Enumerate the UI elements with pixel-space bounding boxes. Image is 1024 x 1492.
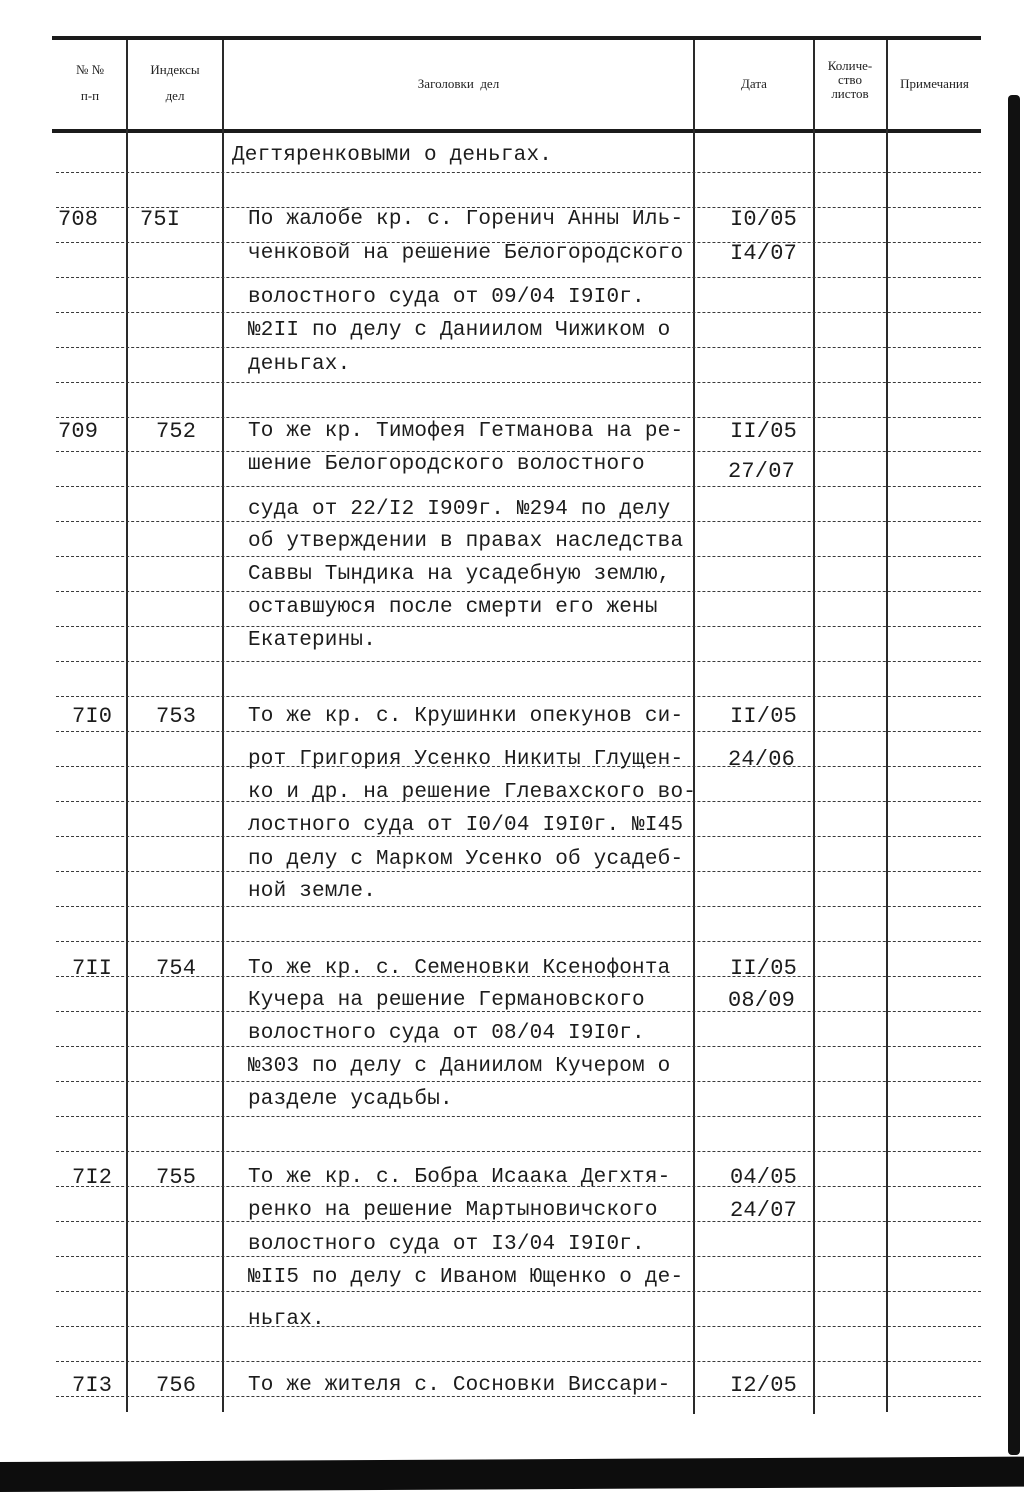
ruled-line (56, 906, 981, 907)
entry-date: 08/09 (728, 988, 796, 1013)
header-number (56, 62, 124, 104)
ruled-line (56, 417, 981, 418)
entry-date: II/05 (730, 704, 798, 729)
entry-index: 75I (140, 207, 181, 232)
entry-title-line: То же кр. с. Семеновки Ксенофонта (248, 957, 671, 980)
header-sheets-line2: ство (837, 72, 862, 87)
entry-title-line: об утверждении в правах наследства (248, 530, 684, 553)
entry-title-line: Кучера на решение Германовского (248, 989, 645, 1012)
entry-date: II/05 (730, 956, 798, 981)
column-divider (693, 40, 695, 1414)
entry-title-line: ченковой на решение Белогородского (248, 242, 684, 265)
entry-title-line: Саввы Тындика на усадебную землю, (248, 563, 671, 586)
entry-title-line: ренко на решение Мартыновичского (248, 1199, 658, 1222)
entry-date: 24/07 (730, 1198, 798, 1223)
entry-title-line: рот Григория Усенко Никиты Глущен- (248, 748, 684, 771)
entry-date: I2/05 (730, 1373, 798, 1398)
entry-index: 754 (156, 956, 197, 981)
column-divider (222, 40, 224, 1412)
entry-title-line: №303 по делу с Даниилом Кучером о (248, 1055, 671, 1078)
entry-date: 24/06 (728, 747, 796, 772)
ruled-line (56, 1116, 981, 1117)
entry-date: 27/07 (728, 459, 796, 484)
ruled-line (56, 1081, 981, 1082)
entry-title-line: суда от 22/I2 I909г. №294 по делу (248, 498, 671, 521)
ruled-line (56, 556, 981, 557)
entry-index: 752 (156, 419, 197, 444)
ruled-line (56, 1361, 981, 1362)
entry-title-line: шение Белогородского волостного (248, 453, 645, 476)
header-index-line2: дел (165, 88, 185, 103)
header-sheets (814, 59, 886, 101)
entry-title-line: волостного суда от 09/04 I9I0г. (248, 286, 645, 309)
entry-number: 709 (58, 419, 99, 444)
ruled-line (56, 347, 981, 348)
column-divider (126, 40, 128, 1412)
ruled-line (56, 696, 981, 697)
ruled-line (56, 626, 981, 627)
entry-number: 7I0 (72, 704, 113, 729)
continuation-text: Дегтяренковыми о деньгах. (232, 144, 553, 167)
entry-number: 708 (58, 207, 99, 232)
entry-date: 04/05 (730, 1165, 798, 1190)
ruled-line (56, 1151, 981, 1152)
header-bottom-rule (52, 129, 981, 133)
header-number-line1: № № (75, 62, 105, 77)
entry-title-line: То же жителя с. Сосновки Виссари- (248, 1374, 671, 1397)
header-number-line2: п-п (80, 88, 100, 103)
ruled-line (56, 1291, 981, 1292)
header-index (128, 62, 222, 104)
entry-title-line: ньгах. (248, 1308, 325, 1331)
entry-date: I0/05 (730, 207, 798, 232)
header-index-line1: Индексы (150, 62, 200, 77)
ruled-line (56, 1326, 981, 1327)
header-notes: Примечания (900, 76, 969, 91)
ruled-line (56, 312, 981, 313)
column-divider (886, 40, 888, 1412)
entry-title-line: №2II по делу с Даниилом Чижиком о (248, 319, 671, 342)
ruled-line (56, 591, 981, 592)
ruled-line (56, 1046, 981, 1047)
column-divider (813, 40, 815, 1414)
entry-title-line: разделе усадьбы. (248, 1088, 453, 1111)
entry-index: 756 (156, 1373, 197, 1398)
ruled-line (56, 451, 981, 452)
entry-title-line: по делу с Марком Усенко об усадеб- (248, 848, 684, 871)
entry-title-line: То же кр. с. Крушинки опекунов си- (248, 705, 684, 728)
entry-index: 755 (156, 1165, 197, 1190)
entry-title-line: ной земле. (248, 880, 377, 903)
entry-title-line: То же кр. Тимофея Гетманова на ре- (248, 420, 684, 443)
ruled-line (56, 731, 981, 732)
ruled-line (56, 277, 981, 278)
ruled-line (56, 486, 981, 487)
entry-number: 7I2 (72, 1165, 113, 1190)
entry-title-line: Екатерины. (248, 629, 377, 652)
entry-number: 7I3 (72, 1373, 113, 1398)
entry-index: 753 (156, 704, 197, 729)
entry-title-line: ко и др. на решение Глевахского во- (248, 781, 697, 804)
ruled-line (56, 382, 981, 383)
ruled-line (56, 661, 981, 662)
entry-title-line: волостного суда от 08/04 I9I0г. (248, 1022, 645, 1045)
header-title: Заголовки дел (417, 76, 500, 91)
entry-title-line: лостного суда от I0/04 I9I0г. №I45 (248, 814, 684, 837)
header-sheets-line3: листов (831, 86, 869, 101)
scan-edge-shadow (1008, 95, 1020, 1455)
entry-number: 7II (72, 956, 113, 981)
entry-title-line: деньгах. (248, 353, 351, 376)
header-top-rule (52, 36, 981, 40)
entry-date: II/05 (730, 419, 798, 444)
scan-bottom-shadow (0, 1457, 1024, 1492)
entry-date: I4/07 (730, 241, 798, 266)
entry-title-line: волостного суда от I3/04 I9I0г. (248, 1233, 645, 1256)
entry-title-line: оставшуюся после смерти его жены (248, 596, 658, 619)
header-date: Дата (741, 76, 767, 91)
entry-title-line: То же кр. с. Бобра Исаака Дегхтя- (248, 1166, 671, 1189)
header-sheets-line1: Количе- (827, 58, 873, 73)
ruled-line (56, 172, 981, 173)
entry-title-line: №II5 по делу с Иваном Ющенко о де- (248, 1266, 684, 1289)
ruled-line (56, 941, 981, 942)
entry-title-line: По жалобе кр. с. Горенич Анны Иль- (248, 208, 684, 231)
